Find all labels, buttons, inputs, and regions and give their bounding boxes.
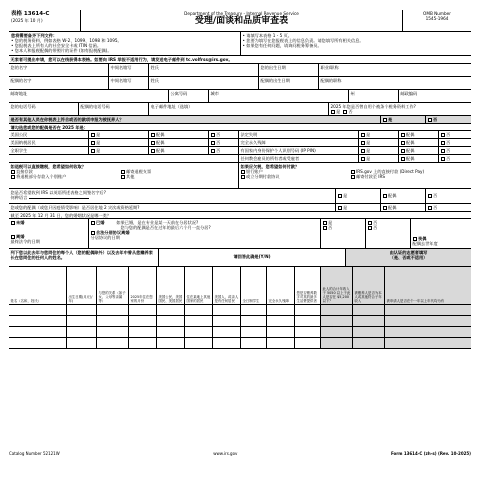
table-row <box>9 305 471 316</box>
apt-number-field[interactable]: 公寓号码 <box>169 90 209 102</box>
phone-field[interactable]: 您的电话号码 <box>9 103 79 115</box>
yes-label: 是 <box>328 219 333 225</box>
marital-title-row <box>9 212 471 219</box>
status-row <box>9 131 471 139</box>
yes-checkbox[interactable] <box>331 110 335 114</box>
balance-option: IRS.gov 上的直接付款 (Direct Pay) <box>356 168 425 174</box>
catalog-number: Catalog Number 52121W <box>9 451 60 456</box>
table-cell[interactable] <box>157 338 185 348</box>
table-cell[interactable] <box>67 305 97 315</box>
yes-label: 是 <box>366 155 371 161</box>
occupation-field[interactable]: 职业/职称 <box>320 64 339 70</box>
language-question-block <box>9 189 336 203</box>
spouse-yes[interactable]: 配偶 <box>149 139 209 146</box>
table-cell[interactable] <box>213 338 241 348</box>
status-no[interactable] <box>439 139 471 146</box>
checkbox[interactable] <box>11 221 15 225</box>
instructions-left <box>9 32 240 55</box>
instructions-right <box>240 32 472 55</box>
married-question-2: 您与您的配偶是否在过年的最后六个月一直分居? <box>120 224 211 230</box>
table-cell[interactable] <box>185 327 213 337</box>
dependents-header <box>9 267 471 305</box>
spouse-middle-initial-field[interactable]: 中间名缩写 <box>109 77 149 89</box>
spouse-yes[interactable]: 配偶 <box>149 147 209 154</box>
yes-label: 是 <box>366 131 371 137</box>
table-cell[interactable] <box>353 316 385 326</box>
table-cell[interactable] <box>9 338 67 348</box>
table-cell[interactable] <box>129 316 157 326</box>
instruction-item: • 请填写本表格 1 - 5 页。 <box>242 33 292 38</box>
table-cell[interactable] <box>9 305 67 315</box>
status-label: 法定失明 <box>239 131 359 138</box>
no-label: 否 <box>433 116 438 122</box>
checkbox[interactable] <box>383 118 387 122</box>
column-header: 姓名（名和，姓氏） <box>9 267 67 304</box>
zip-field[interactable]: 邮政编码 <box>400 90 418 96</box>
refund-balance-row <box>9 163 471 189</box>
form-page <box>9 10 471 470</box>
table-cell[interactable] <box>157 305 185 315</box>
column-header: 2025年住在您家的月份 <box>129 267 157 304</box>
status-title-row <box>9 124 471 131</box>
omb-label: OMB Number <box>423 11 451 16</box>
claimed-question-row <box>9 116 471 124</box>
table-cell[interactable] <box>241 316 267 326</box>
status-title: 请勾选您或您的配偶是否在 2025 年是： <box>10 124 88 130</box>
table-cell[interactable] <box>9 327 67 337</box>
dependents-intro-row <box>9 249 471 267</box>
table-cell[interactable] <box>353 327 385 337</box>
table-cell[interactable] <box>321 316 353 326</box>
no-label: 否 <box>446 155 451 161</box>
spouse-phone-field[interactable]: 配偶的电话号码 <box>79 103 149 115</box>
taxpayer-yes[interactable] <box>89 147 149 154</box>
checkbox[interactable] <box>91 221 95 225</box>
refund-option: 直接存款 <box>16 168 33 174</box>
table-cell[interactable] <box>241 305 267 315</box>
table-cell[interactable] <box>67 316 97 326</box>
instructions <box>9 32 471 56</box>
table-cell[interactable] <box>157 316 185 326</box>
instruction-item: • 如果您有任何问题，请询问税务筹备员。 <box>242 43 322 49</box>
column-header: 住在某地上其他国家的居民 <box>185 267 213 304</box>
table-cell[interactable] <box>321 305 353 315</box>
spouse-yes[interactable]: 配偶 <box>399 139 439 146</box>
table-cell[interactable] <box>213 305 241 315</box>
refund-block <box>9 163 239 188</box>
table-cell[interactable] <box>353 305 385 315</box>
no-label: 否 <box>446 131 451 137</box>
spouse-death-label: 配偶去世年度 <box>412 240 438 246</box>
checkbox[interactable] <box>368 221 372 225</box>
column-header: 完全永久残障 <box>267 267 295 304</box>
table-cell[interactable] <box>213 327 241 337</box>
status-no[interactable] <box>209 131 239 138</box>
spouse-row <box>9 77 471 90</box>
final-date-label: 最终法令的日期 <box>10 238 40 244</box>
divorced-label: 离婚 <box>16 233 25 239</box>
legally-separated-label: 合法分居协议离婚 <box>96 229 130 235</box>
table-cell[interactable] <box>295 327 321 337</box>
dependents-rows <box>9 305 471 349</box>
table-cell[interactable] <box>67 338 97 348</box>
widowed-label: 丧偶 <box>418 235 427 241</box>
no-label: 否 <box>216 139 221 145</box>
no-label: 否 <box>216 147 221 153</box>
no-label: 否 <box>373 219 378 225</box>
yes-label: 是 <box>96 131 101 137</box>
marital-question: 截至 2025 年 12 月 31 日，您的婚姻状况是哪一类？ <box>10 212 111 218</box>
disaster-spouse[interactable]: 配偶 <box>381 204 426 211</box>
table-row <box>9 327 471 338</box>
status-label: 美国纳税居民 <box>9 139 89 146</box>
status-label: 美国公民 <box>9 131 89 138</box>
balance-option: 或立分期付款协议 <box>246 173 280 179</box>
table-cell[interactable] <box>241 338 267 348</box>
no-checkbox[interactable] <box>343 110 347 114</box>
taxpayer-yes[interactable] <box>359 147 399 154</box>
taxpayer-yes[interactable] <box>359 131 399 138</box>
omb-number: 1545-1964 <box>425 16 449 22</box>
column-header: 美国公民、美国国民、美国居民 <box>157 267 185 304</box>
balance-block <box>239 163 471 188</box>
spouse-yes[interactable]: 配偶 <box>399 155 439 162</box>
status-label: 有国家内身份保护个人识别号码 (IP PIN) <box>239 147 359 154</box>
column-header: 美国人，或亲人是有任何居民 <box>213 267 241 304</box>
disaster-question: 您或您的配偶（或您只因疫情受影响）是否居住地 2 灾次或资格延期? <box>9 204 336 211</box>
spouse-birth-date-field[interactable]: 配偶的出生日期 <box>259 77 319 89</box>
spouse-first-name-field[interactable]: 配偶的名字 <box>9 77 109 89</box>
yes-label: 是 <box>343 204 348 210</box>
refund-option: 邮寄退税支票 <box>126 168 152 174</box>
status-no[interactable] <box>439 131 471 138</box>
no-label: 否 <box>348 108 353 114</box>
dependents-intro: 列下您以此去年与您同住的每个人（您的配偶除外）以及去年中曾从您赡养家长在您同住的任何人的姓名。 <box>9 249 159 266</box>
yes-label: 是 <box>388 116 393 122</box>
birth-date-field[interactable]: 您的出生日期 <box>259 64 319 76</box>
table-cell[interactable] <box>97 338 129 348</box>
marital-left <box>9 219 89 248</box>
married-label: 已婚 <box>96 219 105 225</box>
yes-label: 是 <box>336 108 341 114</box>
table-cell[interactable] <box>267 327 295 337</box>
checkbox[interactable] <box>368 226 372 230</box>
disaster-row <box>9 204 471 212</box>
spouse-yes[interactable]: 配偶 <box>399 147 439 154</box>
form-label: 表格 13614-C <box>11 11 50 17</box>
claimed-question: 是否有其他人员在你税表上符合或否的款项申报为被抚养人？ <box>9 116 381 123</box>
status-row <box>9 155 471 163</box>
state-field[interactable]: 州 <box>349 90 399 102</box>
table-cell[interactable] <box>97 305 129 315</box>
no-label: 否 <box>328 224 333 230</box>
spouse-yes[interactable]: 配偶 <box>399 131 439 138</box>
first-name-field[interactable]: 您的名字 <box>9 64 109 76</box>
form-revision: (2025 年 10 月) <box>11 17 43 23</box>
table-cell[interactable] <box>157 327 185 337</box>
checkbox[interactable] <box>428 118 432 122</box>
status-row <box>9 139 471 147</box>
table-cell[interactable] <box>295 305 321 315</box>
table-cell[interactable] <box>295 338 321 348</box>
department-name: Department of the Treasury - Internal Revenue Service <box>184 11 299 16</box>
table-cell[interactable] <box>385 316 471 326</box>
instructions-left-title: 您将需要备齐下列文件： <box>11 33 58 38</box>
checkbox[interactable] <box>121 175 125 179</box>
table-cell[interactable] <box>267 305 295 315</box>
married-question-1: 如果已婚，是在专业是某一天前在分居状况? <box>116 219 199 225</box>
yes-label: 是 <box>343 193 348 199</box>
marital-mid <box>89 219 321 248</box>
yes-label: 是 <box>366 147 371 153</box>
status-row <box>9 147 471 155</box>
claimed-no[interactable] <box>426 116 471 123</box>
table-cell[interactable] <box>185 316 213 326</box>
no-label: 否 <box>433 204 438 210</box>
marital-yes-no <box>366 219 411 248</box>
table-cell[interactable] <box>129 338 157 348</box>
language-input[interactable] <box>29 198 89 199</box>
balance-title: 如果应欠税，您希望如何付款？ <box>240 163 300 169</box>
checkbox[interactable] <box>351 175 355 179</box>
mailing-address-field[interactable]: 邮寄地址 <box>9 90 169 102</box>
yes-label: 是 <box>96 139 101 145</box>
table-cell[interactable] <box>9 316 67 326</box>
table-cell[interactable] <box>295 316 321 326</box>
middle-initial-field[interactable]: 中间名缩写 <box>109 64 149 76</box>
table-cell[interactable] <box>67 327 97 337</box>
form-id-block <box>9 10 81 31</box>
yes-label: 是 <box>366 139 371 145</box>
refund-option: 将退税部分存款入个别账户 <box>16 173 67 179</box>
spouse-occupation-field[interactable]: 配偶的职称 <box>320 77 342 83</box>
column-header: 被赡养人是否为本人或其他符合子年收入 <box>353 267 385 304</box>
spouse-yes[interactable]: 配偶 <box>149 131 209 138</box>
yes-label: 是 <box>96 147 101 153</box>
checkbox[interactable] <box>11 175 15 179</box>
email-notice <box>9 56 471 64</box>
no-label: 否 <box>446 139 451 145</box>
form-title: 受理/面谈和品质审查表 <box>194 16 289 27</box>
status-label: 完全永久残障 <box>239 139 359 146</box>
widowed-block <box>411 219 471 248</box>
status-spacer <box>9 155 239 162</box>
site-url: www.irs.gov <box>213 451 238 456</box>
status-no[interactable] <box>439 155 471 162</box>
lang-spouse[interactable]: 配偶 <box>381 189 426 203</box>
no-label: 否 <box>216 131 221 137</box>
address-row <box>9 90 471 103</box>
checkbox[interactable] <box>413 237 417 241</box>
column-header: 全日制学生 <box>241 267 267 304</box>
table-cell[interactable] <box>185 305 213 315</box>
table-cell[interactable] <box>385 338 471 348</box>
dependents-right-title: 由认证的志愿者填写 （是、否或不适用） <box>346 249 471 266</box>
column-header: 您是否赡养数字对其的最多生活费提供者 <box>295 267 321 304</box>
table-cell[interactable] <box>213 316 241 326</box>
lang-no[interactable] <box>426 189 471 203</box>
table-cell[interactable] <box>97 327 129 337</box>
table-cell[interactable] <box>129 327 157 337</box>
language-row <box>9 189 471 204</box>
table-row <box>9 338 471 349</box>
form-title-block <box>81 10 403 31</box>
status-no[interactable] <box>209 147 239 154</box>
no-label: 否 <box>433 193 438 199</box>
checkbox[interactable] <box>323 226 327 230</box>
taxpayer-yes[interactable] <box>359 139 399 146</box>
column-header: 与您的关系（如子女、父母等亲属等） <box>97 267 129 304</box>
table-cell[interactable] <box>267 338 295 348</box>
language-other-label: 何种语言 <box>10 194 28 200</box>
work-question-text: 2025 年您是否曾自用个被条个税务资料工作? <box>330 103 416 109</box>
taxpayer-row <box>9 64 471 77</box>
form-header <box>9 10 471 32</box>
instruction-item: • 您本人和报税配偶的带照片的证件 (如有报税配偶)。 <box>11 48 112 54</box>
status-label: 全职学生 <box>9 147 89 154</box>
taxpayer-yes[interactable] <box>89 139 149 146</box>
disaster-no[interactable] <box>426 204 471 211</box>
no-label: 否 <box>446 147 451 153</box>
dependents-mid-title: 请回答此确是(Y/N) <box>159 249 346 266</box>
taxpayer-yes[interactable] <box>89 131 149 138</box>
instruction-item: • 您要为填写在您报税表上的信息负责。请您填写所有相关信息。 <box>242 38 364 44</box>
column-header: 被申请人是否在个一年以上年代均为有 <box>385 267 471 304</box>
refund-option: 其他 <box>126 173 135 179</box>
refund-title: 如退税可以直接缴税，您希望如何收取？ <box>10 163 86 169</box>
balance-option: 银行账户 <box>246 168 263 174</box>
disaster-yes[interactable] <box>336 204 381 211</box>
separation-date-label: 分居协议的日期 <box>90 234 120 240</box>
status-no[interactable] <box>439 147 471 154</box>
form-footer <box>9 452 471 457</box>
checkbox[interactable] <box>323 221 327 225</box>
table-cell[interactable] <box>321 327 353 337</box>
language-question: 您是否希望收到 IRS 以英语所述表格之间签名字后? <box>10 189 106 195</box>
last-name-field[interactable]: 姓氏 <box>149 64 259 76</box>
status-label: 任何教会雇员的所有者或受雇者 <box>239 155 359 162</box>
spouse-last-name-field[interactable]: 姓氏 <box>149 77 259 89</box>
marital-row <box>9 219 471 249</box>
table-cell[interactable] <box>241 327 267 337</box>
lang-yes[interactable] <box>336 189 381 203</box>
table-cell[interactable] <box>267 316 295 326</box>
table-cell[interactable] <box>385 305 471 315</box>
table-cell[interactable] <box>185 338 213 348</box>
table-cell[interactable] <box>129 305 157 315</box>
city-field[interactable]: 城市 <box>209 90 349 102</box>
claimed-yes[interactable] <box>381 116 426 123</box>
column-header: 此人的合计年收入于 5050 以上于此人是否在 $5,200 以下？ <box>321 267 353 304</box>
no-label: 否 <box>373 224 378 230</box>
instruction-item: • 您的税务资料，例如表格 W-2、1099、1098 和 1095。 <box>11 38 122 44</box>
form-footer-label: Form 13614-C (zh-s) (Rev. 10-2025) <box>390 451 471 456</box>
never-married-label: 未婚 <box>16 219 25 225</box>
status-no[interactable] <box>209 139 239 146</box>
work-question <box>329 103 471 115</box>
table-cell[interactable] <box>97 316 129 326</box>
email-field[interactable]: 电子邮件地址（选填） <box>149 103 329 115</box>
table-row <box>9 316 471 327</box>
taxpayer-yes[interactable] <box>359 155 399 162</box>
table-cell[interactable] <box>385 327 471 337</box>
contact-row <box>9 103 471 116</box>
table-cell[interactable] <box>321 338 353 348</box>
balance-option: 邮寄付款至 IRS <box>356 173 386 179</box>
instruction-item: • 您报税表上所有人的社会安全卡或 ITIN 信函。 <box>11 43 102 49</box>
marital-yes-no <box>321 219 366 248</box>
checkbox[interactable] <box>241 175 245 179</box>
column-header: 出生日期(月/日/年) <box>67 267 97 304</box>
omb-block <box>403 10 471 31</box>
table-cell[interactable] <box>353 338 385 348</box>
email-notice-text: 无家者可提出申请，您可以在线获得本表格。如要向 IRS 举报不适用行为，请发送电子邮件到 tc.volfrss@irs.gov。 <box>10 56 233 62</box>
